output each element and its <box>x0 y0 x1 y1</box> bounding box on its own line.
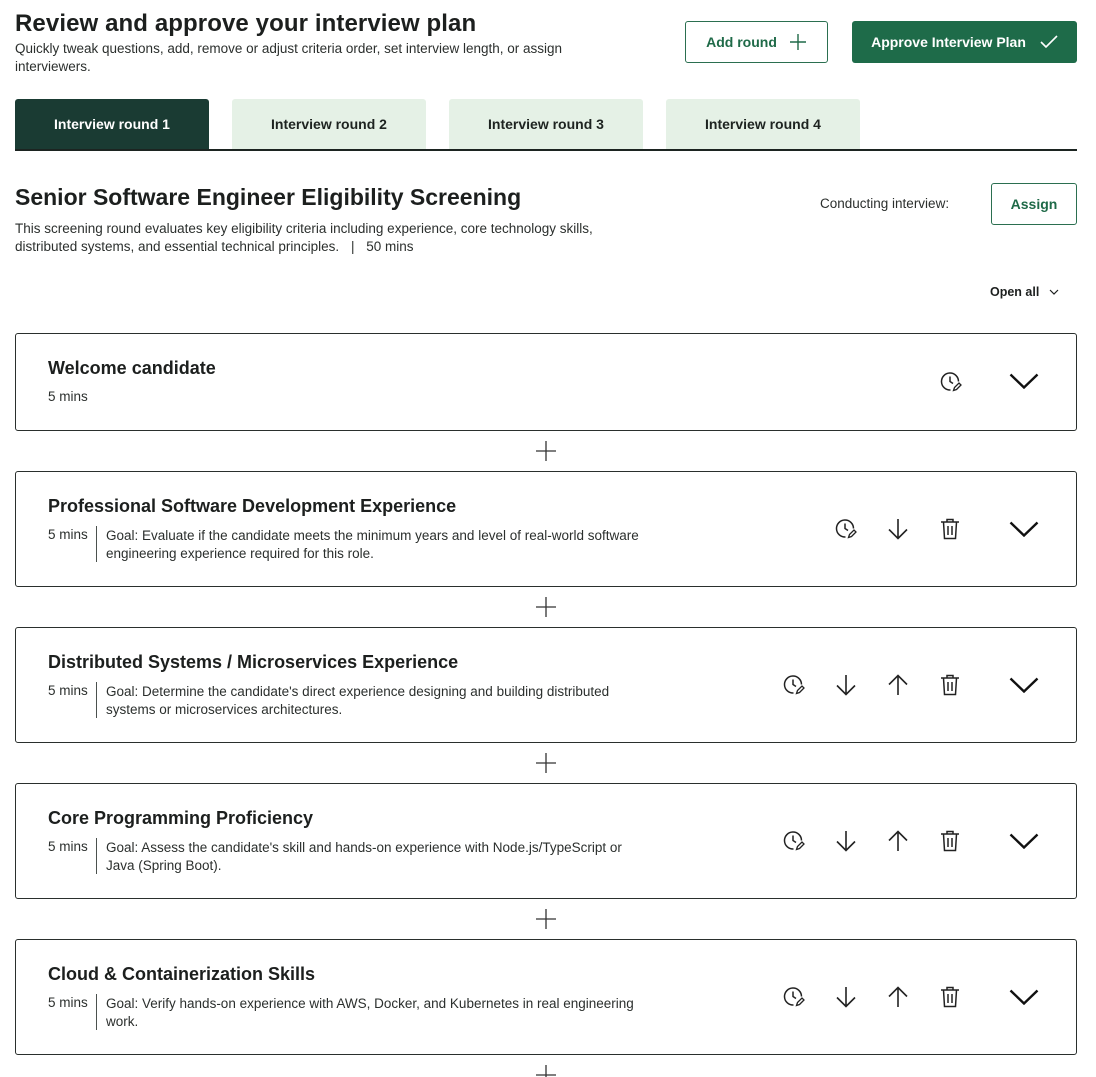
chevron-down-icon <box>1009 677 1039 693</box>
trash-icon <box>939 829 961 853</box>
expand-button[interactable] <box>1004 821 1044 861</box>
criteria-duration: 5 mins <box>48 389 88 404</box>
chevron-down-icon <box>1009 373 1039 389</box>
criteria-duration: 5 mins <box>48 527 88 542</box>
tab-interview-round-2[interactable] <box>232 99 426 149</box>
add-round-button[interactable] <box>685 21 828 63</box>
open-all-label: Open all <box>990 285 1040 299</box>
trash-icon <box>939 985 961 1009</box>
edit-time-button[interactable] <box>780 671 808 699</box>
criteria-title: Cloud & Containerization Skills <box>48 964 316 984</box>
criteria-card <box>15 939 1077 1055</box>
round-description <box>15 220 625 256</box>
criteria-duration: 5 mins <box>48 683 88 698</box>
divider <box>96 682 97 718</box>
round-tabs <box>15 99 1077 151</box>
plus-icon <box>789 33 807 51</box>
add-criteria-button[interactable] <box>536 441 556 461</box>
clock-edit-icon <box>834 517 858 541</box>
add-criteria-button[interactable] <box>536 753 556 773</box>
chevron-down-icon <box>1009 521 1039 537</box>
page-title: Review and approve your interview plan <box>15 10 477 37</box>
arrow-down-icon <box>835 829 857 853</box>
round-description-text: This screening round evaluates key eligibility criteria including experience, core technology skills, distributed systems, and essential technical principles. <box>15 221 593 254</box>
expand-button[interactable] <box>1004 361 1044 401</box>
edit-time-button[interactable] <box>780 983 808 1011</box>
open-all-toggle[interactable] <box>990 285 1059 299</box>
tab-interview-round-4[interactable] <box>666 99 860 149</box>
criteria-goal: Goal: Assess the candidate's skill and hands-on experience with Node.js/TypeScript or Java (Spring Boot). <box>106 840 622 873</box>
tab-label: Interview round 2 <box>271 116 387 132</box>
clock-edit-icon <box>782 829 806 853</box>
criteria-card <box>15 783 1077 899</box>
criteria-duration: 5 mins <box>48 839 88 854</box>
arrow-down-icon <box>835 985 857 1009</box>
add-criteria-button[interactable] <box>536 597 556 617</box>
arrow-up-icon <box>887 985 909 1009</box>
delete-button[interactable] <box>936 671 964 699</box>
arrow-down-icon <box>887 517 909 541</box>
expand-button[interactable] <box>1004 977 1044 1017</box>
move-up-button[interactable] <box>884 983 912 1011</box>
round-title: Senior Software Engineer Eligibility Screening <box>15 184 522 210</box>
assign-button[interactable] <box>991 183 1077 225</box>
plus-icon <box>536 1065 556 1077</box>
move-down-button[interactable] <box>832 827 860 855</box>
criteria-goal: Goal: Verify hands-on experience with AWS, Docker, and Kubernetes in real engineering work. <box>106 996 634 1029</box>
criteria-card-welcome <box>15 333 1077 431</box>
expand-button[interactable] <box>1004 665 1044 705</box>
edit-time-button[interactable] <box>832 515 860 543</box>
plus-icon <box>536 909 556 929</box>
arrow-down-icon <box>835 673 857 697</box>
add-criteria-button[interactable] <box>536 1065 556 1077</box>
move-down-button[interactable] <box>832 671 860 699</box>
trash-icon <box>939 673 961 697</box>
divider <box>96 526 97 562</box>
chevron-down-icon <box>1049 289 1059 295</box>
conducting-interview-label: Conducting interview: <box>820 196 950 211</box>
tab-label: Interview round 4 <box>705 116 821 132</box>
tab-label: Interview round 1 <box>54 116 170 132</box>
criteria-title: Distributed Systems / Microservices Experience <box>48 652 459 672</box>
arrow-up-icon <box>887 829 909 853</box>
move-down-button[interactable] <box>832 983 860 1011</box>
clock-edit-icon <box>939 370 963 394</box>
plus-icon <box>536 597 556 617</box>
round-duration: 50 mins <box>366 239 414 254</box>
chevron-down-icon <box>1009 989 1039 1005</box>
delete-button[interactable] <box>936 983 964 1011</box>
trash-icon <box>939 517 961 541</box>
clock-edit-icon <box>782 673 806 697</box>
add-round-label: Add round <box>706 34 777 50</box>
criteria-card <box>15 627 1077 743</box>
criteria-title: Professional Software Development Experience <box>48 496 457 516</box>
plus-icon <box>536 753 556 773</box>
check-icon <box>1040 35 1058 49</box>
move-up-button[interactable] <box>884 671 912 699</box>
edit-time-button[interactable] <box>780 827 808 855</box>
criteria-card <box>15 471 1077 587</box>
criteria-title: Core Programming Proficiency <box>48 808 314 828</box>
page-subtitle: Quickly tweak questions, add, remove or adjust criteria order, set interview length, or assign interviewers. <box>15 41 563 74</box>
delete-button[interactable] <box>936 827 964 855</box>
criteria-duration: 5 mins <box>48 995 88 1010</box>
add-criteria-button[interactable] <box>536 909 556 929</box>
divider <box>96 838 97 874</box>
round-separator: | <box>350 239 355 254</box>
approve-plan-button[interactable] <box>852 21 1077 63</box>
edit-time-button[interactable] <box>937 368 965 396</box>
approve-plan-label: Approve Interview Plan <box>871 34 1026 50</box>
delete-button[interactable] <box>936 515 964 543</box>
divider <box>96 994 97 1030</box>
chevron-down-icon <box>1009 833 1039 849</box>
assign-label: Assign <box>1010 196 1058 212</box>
arrow-up-icon <box>887 673 909 697</box>
move-up-button[interactable] <box>884 827 912 855</box>
clock-edit-icon <box>782 985 806 1009</box>
tab-interview-round-3[interactable] <box>449 99 643 149</box>
move-down-button[interactable] <box>884 515 912 543</box>
criteria-goal: Goal: Determine the candidate's direct experience designing and building distributed systems or microservices architectures. <box>106 684 610 717</box>
expand-button[interactable] <box>1004 509 1044 549</box>
tab-label: Interview round 3 <box>488 116 604 132</box>
tab-interview-round-1[interactable] <box>15 99 209 149</box>
criteria-goal: Goal: Evaluate if the candidate meets the minimum years and level of real-world software engineering experience required for this role. <box>106 528 639 561</box>
criteria-title: Welcome candidate <box>48 358 216 378</box>
plus-icon <box>536 441 556 461</box>
